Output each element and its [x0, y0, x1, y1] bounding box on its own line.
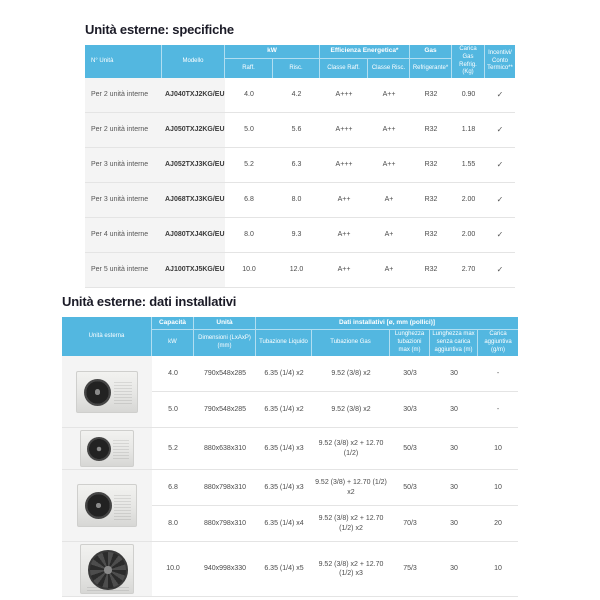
spec-modello: AJ052TXJ3KG/EU — [162, 148, 225, 183]
header-risc: Risc. — [273, 59, 320, 78]
check-icon: ✓ — [485, 183, 515, 218]
unit-vents — [114, 493, 131, 520]
install-table-body — [62, 356, 518, 597]
specs-header-group-row — [85, 45, 515, 59]
spec-risc: 9.3 — [273, 218, 320, 253]
install-lunghezza-senza-carica: 30 — [430, 470, 478, 506]
spec-n-unita: Per 5 unità interne — [85, 253, 162, 288]
install-row — [62, 542, 518, 597]
install-lunghezza-senza-carica: 30 — [430, 428, 478, 470]
header-n-unita: N° Unità — [85, 45, 162, 78]
install-kw: 5.2 — [152, 428, 194, 470]
spec-carica: 2.70 — [452, 253, 485, 288]
spec-modello: AJ080TXJ4KG/EU — [162, 218, 225, 253]
spec-raff: 5.2 — [225, 148, 273, 183]
spec-classe-raff: A+++ — [320, 113, 368, 148]
install-tubazione-gas: 9.52 (3/8) x2 — [312, 356, 390, 392]
spec-classe-risc: A++ — [368, 78, 410, 113]
install-tubazione-gas: 9.52 (3/8) x2 + 12.70 (1/2) x3 — [312, 542, 390, 597]
install-tubazione-gas: 9.52 (3/8) + 12.70 (1/2) x2 — [312, 470, 390, 506]
check-icon: ✓ — [485, 78, 515, 113]
spec-row — [85, 78, 515, 113]
header-tubazione-liquido: Tubazione Liquido — [256, 330, 312, 356]
spec-risc: 4.2 — [273, 78, 320, 113]
unit-vents — [87, 585, 129, 591]
spec-modello: AJ068TXJ3KG/EU — [162, 183, 225, 218]
install-row — [62, 356, 518, 392]
spec-carica: 2.00 — [452, 218, 485, 253]
spec-classe-risc: A+ — [368, 183, 410, 218]
spec-n-unita: Per 4 unità interne — [85, 218, 162, 253]
install-carica-aggiuntiva: 20 — [478, 506, 518, 542]
spec-modello: AJ040TXJ2KG/EU — [162, 78, 225, 113]
install-tubazione-liquido: 6.35 (1/4) x2 — [256, 392, 312, 428]
install-kw: 10.0 — [152, 542, 194, 597]
header-efficienza-group: Efficienza Energetica* — [320, 45, 410, 59]
install-lunghezza-max: 75/3 — [390, 542, 430, 597]
header-gas-group: Gas — [410, 45, 452, 59]
unit-fan — [85, 492, 112, 519]
install-carica-aggiuntiva: 10 — [478, 470, 518, 506]
install-lunghezza-senza-carica: 30 — [430, 506, 478, 542]
spec-classe-risc: A+ — [368, 253, 410, 288]
spec-modello: AJ050TXJ2KG/EU — [162, 113, 225, 148]
spec-n-unita: Per 3 unità interne — [85, 183, 162, 218]
spec-carica: 1.18 — [452, 113, 485, 148]
spec-risc: 6.3 — [273, 148, 320, 183]
header-kw: kW — [152, 330, 194, 356]
header-capacita-group: Capacità — [152, 317, 194, 330]
header-classe-raff: Classe Raff. — [320, 59, 368, 78]
install-tubazione-gas: 9.52 (3/8) x2 — [312, 392, 390, 428]
install-tubazione-gas: 9.52 (3/8) x2 + 12.70 (1/2) — [312, 428, 390, 470]
spec-gas: R32 — [410, 148, 452, 183]
install-dimensioni: 940x998x330 — [194, 542, 256, 597]
spec-classe-raff: A++ — [320, 218, 368, 253]
install-dimensioni: 790x548x285 — [194, 392, 256, 428]
check-icon: ✓ — [485, 253, 515, 288]
install-row — [62, 470, 518, 506]
spec-row — [85, 113, 515, 148]
install-tubazione-liquido: 6.35 (1/4) x4 — [256, 506, 312, 542]
spec-raff: 4.0 — [225, 78, 273, 113]
install-tubazione-liquido: 6.35 (1/4) x3 — [256, 470, 312, 506]
header-unita-esterna: Unità esterna — [62, 317, 152, 356]
header-refrigerante: Refrigerante* — [410, 59, 452, 78]
unit-vents — [114, 380, 132, 406]
header-lunghezza-max: Lunghezza tubazioni max (m) — [390, 330, 430, 356]
header-carica-aggiuntiva: Carica aggiuntiva (g/m) — [478, 330, 518, 356]
outdoor-unit-photo — [62, 356, 152, 428]
header-lunghezza-senza-carica: Lunghezza max senza carica aggiuntiva (m) — [430, 330, 478, 356]
spec-classe-raff: A+++ — [320, 78, 368, 113]
header-carica-gas: Carica Gas Refrig. (Kg) — [452, 45, 485, 78]
header-unita-group: Unità — [194, 317, 256, 330]
check-icon: ✓ — [485, 148, 515, 183]
install-row — [62, 428, 518, 470]
unit-vents — [113, 438, 129, 460]
install-tubazione-liquido: 6.35 (1/4) x3 — [256, 428, 312, 470]
spec-row — [85, 253, 515, 288]
outdoor-unit-photo — [62, 542, 152, 597]
spec-classe-risc: A++ — [368, 148, 410, 183]
spec-risc: 12.0 — [273, 253, 320, 288]
check-icon: ✓ — [485, 218, 515, 253]
unit-fan — [84, 379, 111, 406]
spec-carica: 1.55 — [452, 148, 485, 183]
install-lunghezza-max: 70/3 — [390, 506, 430, 542]
spec-gas: R32 — [410, 113, 452, 148]
install-lunghezza-max: 30/3 — [390, 392, 430, 428]
outdoor-unit-photo — [62, 428, 152, 470]
spec-row — [85, 148, 515, 183]
spec-row — [85, 218, 515, 253]
spec-classe-risc: A++ — [368, 113, 410, 148]
spec-n-unita: Per 2 unità interne — [85, 78, 162, 113]
header-raff: Raff. — [225, 59, 273, 78]
install-kw: 4.0 — [152, 356, 194, 392]
spec-row — [85, 183, 515, 218]
specs-table — [85, 45, 515, 288]
spec-classe-risc: A+ — [368, 218, 410, 253]
header-tubazione-gas: Tubazione Gas — [312, 330, 390, 356]
spec-gas: R32 — [410, 218, 452, 253]
spec-raff: 8.0 — [225, 218, 273, 253]
check-icon: ✓ — [485, 113, 515, 148]
spec-gas: R32 — [410, 253, 452, 288]
spec-classe-raff: A++ — [320, 183, 368, 218]
specs-section — [85, 22, 515, 288]
install-carica-aggiuntiva: - — [478, 392, 518, 428]
spec-carica: 2.00 — [452, 183, 485, 218]
install-tubazione-liquido: 6.35 (1/4) x5 — [256, 542, 312, 597]
install-dimensioni: 880x638x310 — [194, 428, 256, 470]
spec-gas: R32 — [410, 78, 452, 113]
unit-fan — [88, 550, 128, 590]
spec-classe-raff: A++ — [320, 253, 368, 288]
outdoor-unit-photo — [62, 470, 152, 542]
spec-gas: R32 — [410, 183, 452, 218]
spec-n-unita: Per 2 unità interne — [85, 113, 162, 148]
install-kw: 5.0 — [152, 392, 194, 428]
header-kw-group: kW — [225, 45, 320, 59]
install-lunghezza-senza-carica: 30 — [430, 542, 478, 597]
header-modello: Modello — [162, 45, 225, 78]
spec-risc: 5.6 — [273, 113, 320, 148]
spec-classe-raff: A+++ — [320, 148, 368, 183]
install-header-group-row — [62, 317, 518, 330]
install-carica-aggiuntiva: 10 — [478, 542, 518, 597]
install-lunghezza-senza-carica: 30 — [430, 392, 478, 428]
specs-title: Unità esterne: specifiche — [85, 22, 234, 37]
header-dati-installativi-group: Dati installativi [ø, mm (pollici)] — [256, 317, 518, 330]
install-lunghezza-max: 50/3 — [390, 428, 430, 470]
install-dimensioni: 790x548x285 — [194, 356, 256, 392]
header-dimensioni: Dimensioni (LxAxP) (mm) — [194, 330, 256, 356]
specs-table-header — [85, 45, 515, 78]
header-classe-risc: Classe Risc. — [368, 59, 410, 78]
install-dimensioni: 880x798x310 — [194, 506, 256, 542]
spec-risc: 8.0 — [273, 183, 320, 218]
spec-raff: 5.0 — [225, 113, 273, 148]
install-tubazione-liquido: 6.35 (1/4) x2 — [256, 356, 312, 392]
install-dimensioni: 880x798x310 — [194, 470, 256, 506]
install-title: Unità esterne: dati installativi — [62, 294, 237, 309]
install-table-header — [62, 317, 518, 356]
header-incentivi: Incentivi/ Conto Termico** — [485, 45, 515, 78]
specs-table-body — [85, 78, 515, 288]
spec-carica: 0.90 — [452, 78, 485, 113]
spec-modello: AJ100TXJ5KG/EU — [162, 253, 225, 288]
unit-fan — [87, 437, 111, 461]
install-lunghezza-max: 50/3 — [390, 470, 430, 506]
install-carica-aggiuntiva: - — [478, 356, 518, 392]
spec-raff: 6.8 — [225, 183, 273, 218]
spec-n-unita: Per 3 unità interne — [85, 148, 162, 183]
install-section — [62, 294, 518, 597]
install-tubazione-gas: 9.52 (3/8) x2 + 12.70 (1/2) x2 — [312, 506, 390, 542]
install-kw: 6.8 — [152, 470, 194, 506]
install-lunghezza-senza-carica: 30 — [430, 356, 478, 392]
install-lunghezza-max: 30/3 — [390, 356, 430, 392]
install-table — [62, 317, 518, 597]
install-carica-aggiuntiva: 10 — [478, 428, 518, 470]
spec-raff: 10.0 — [225, 253, 273, 288]
install-kw: 8.0 — [152, 506, 194, 542]
